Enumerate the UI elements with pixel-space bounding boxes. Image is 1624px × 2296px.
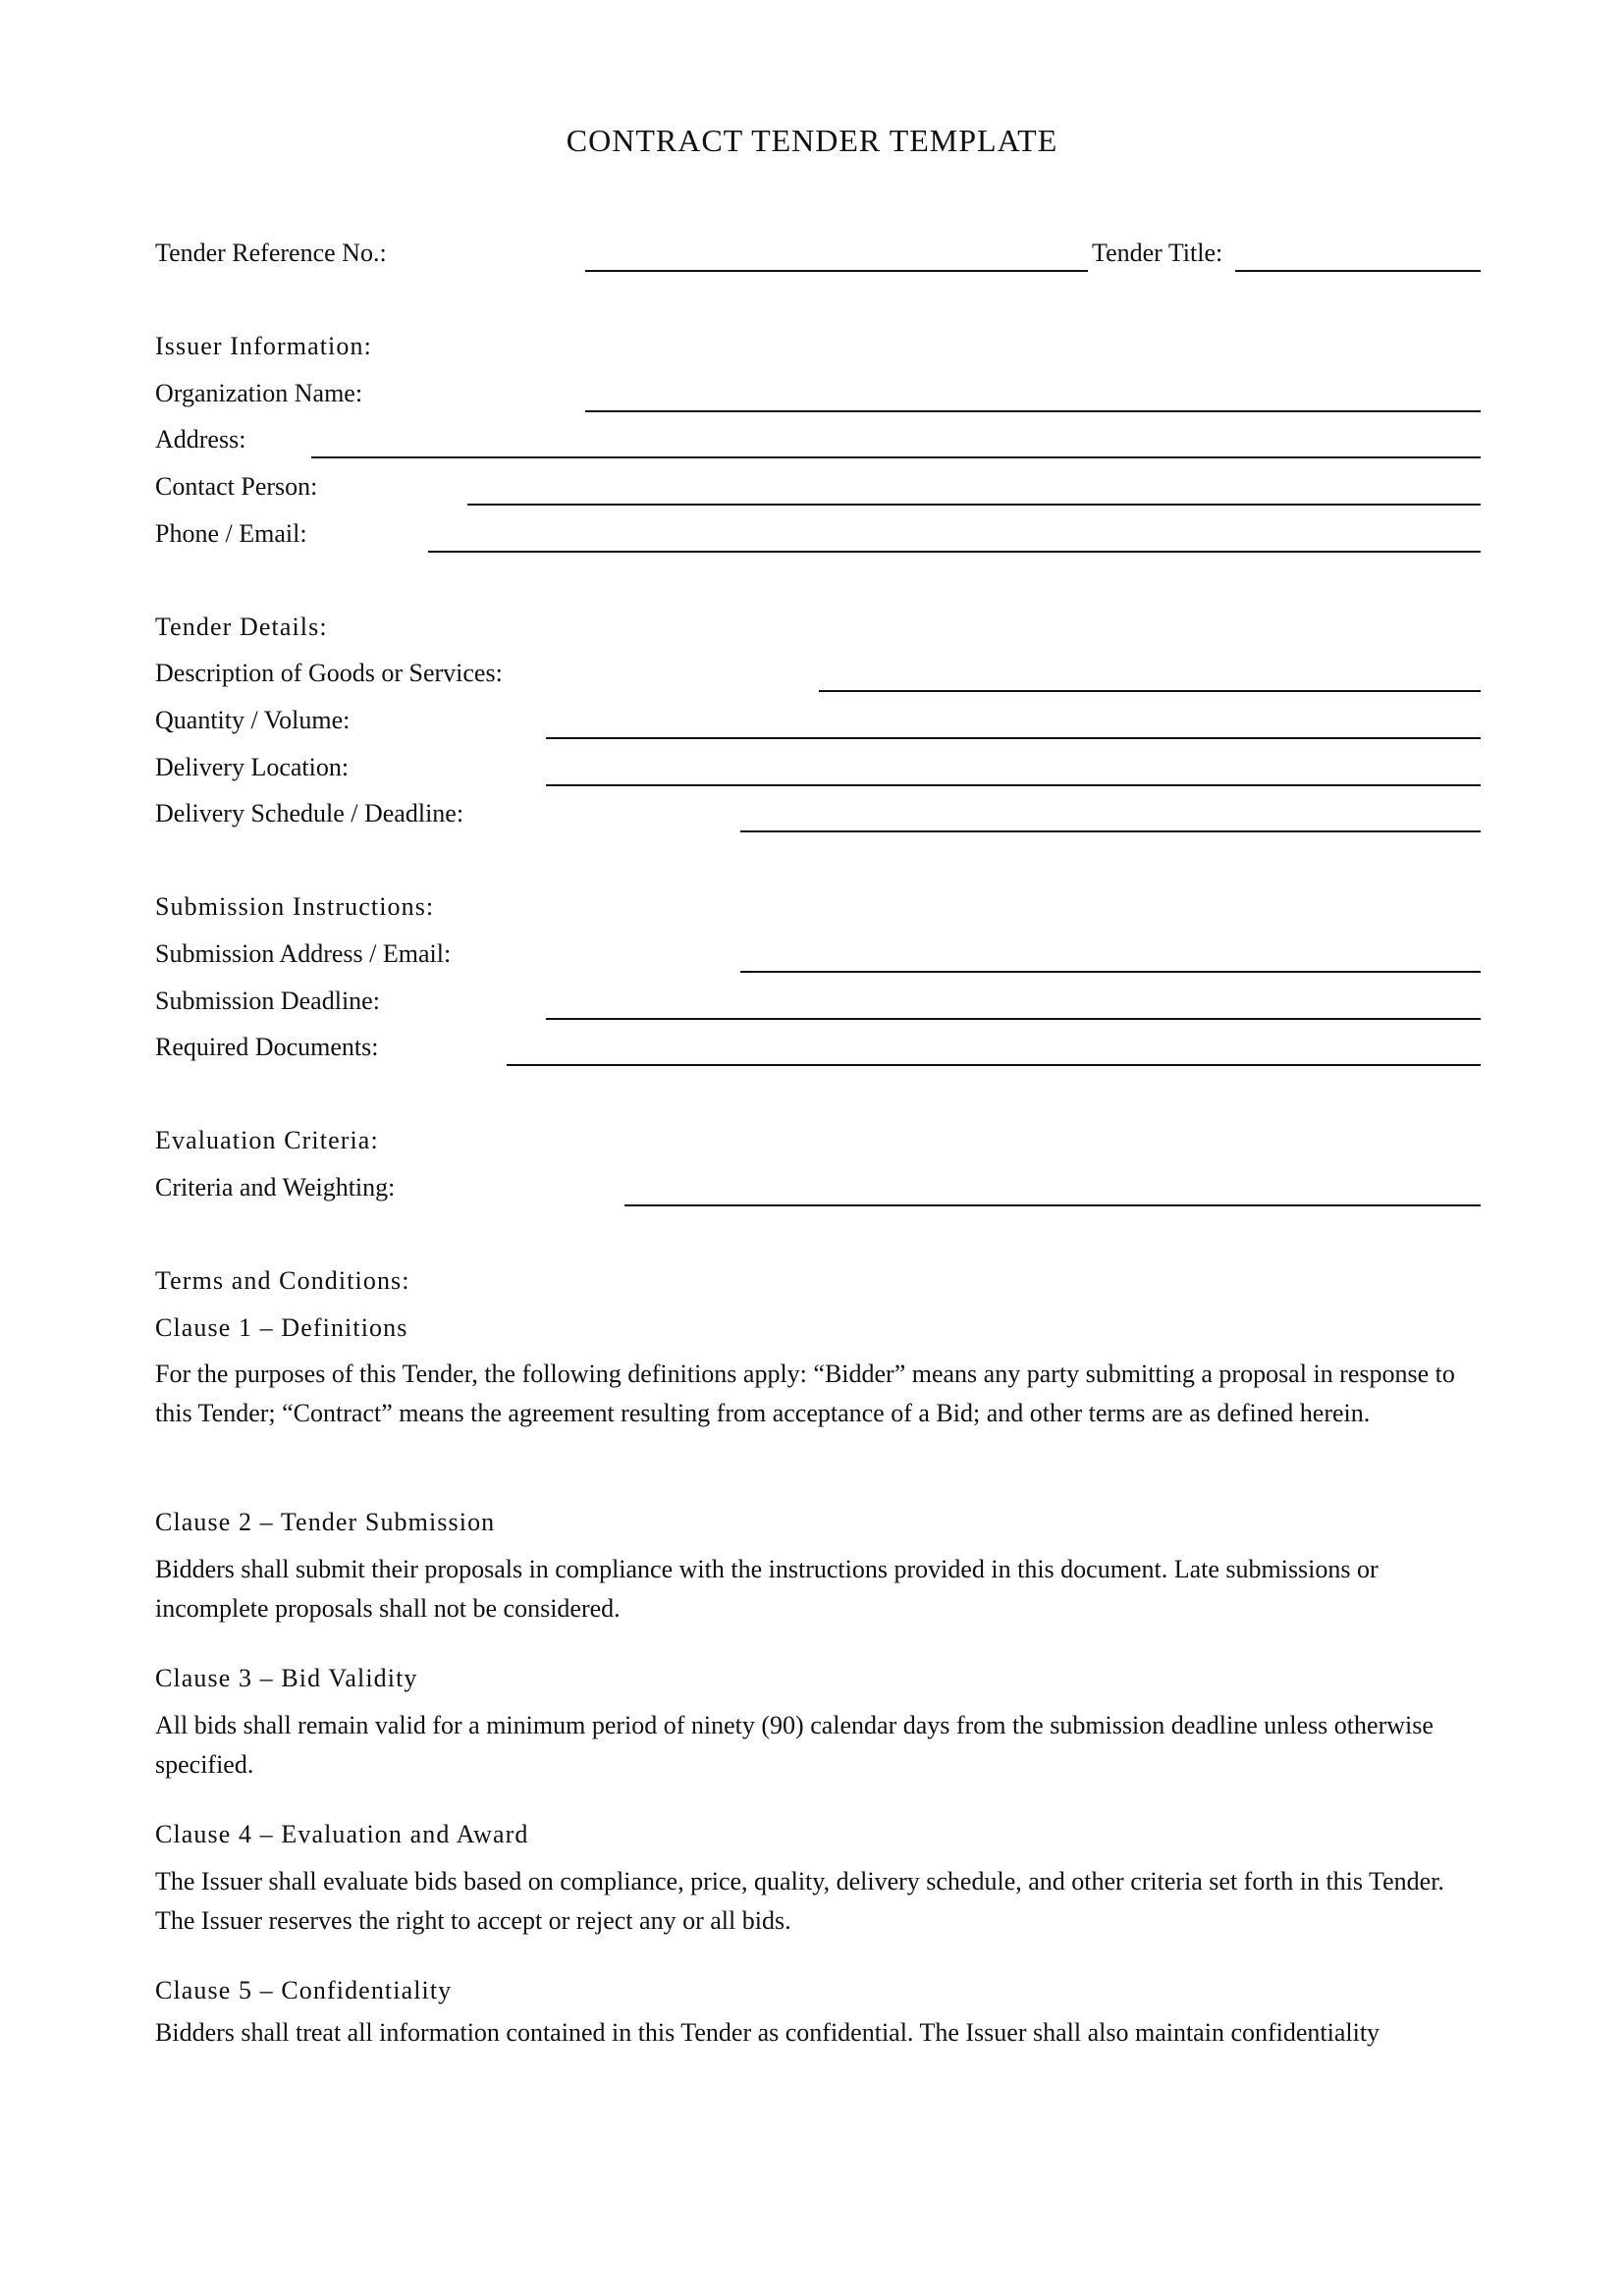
clause-body: All bids shall remain valid for a minimum period of ninety (90) calendar days from the submission deadline unless otherwise specified. bbox=[155, 1711, 1434, 1779]
clause-body: Bidders shall submit their proposals in compliance with the instructions provided in this document. Late submissions or incomplete proposals shall not be considered. bbox=[155, 1555, 1379, 1623]
criteria-label: Criteria and Weighting: bbox=[155, 1173, 396, 1201]
submission-address-label: Submission Address / Email: bbox=[155, 939, 452, 968]
clause-body: Bidders shall treat all information contained in this Tender as confidential. The Issuer shall also maintain confidentiality bbox=[155, 2018, 1380, 2047]
tender-details-heading: Tender Details: bbox=[155, 613, 328, 641]
phone-email-label: Phone / Email: bbox=[155, 519, 307, 548]
terms-heading: Terms and Conditions: bbox=[155, 1266, 410, 1295]
issuer-heading: Issuer Information: bbox=[155, 332, 372, 360]
contact-person-line[interactable] bbox=[467, 504, 1481, 506]
organization-name-line[interactable] bbox=[585, 410, 1481, 412]
description-label: Description of Goods or Services: bbox=[155, 659, 503, 687]
required-documents-label: Required Documents: bbox=[155, 1033, 379, 1061]
evaluation-heading: Evaluation Criteria: bbox=[155, 1126, 379, 1154]
delivery-schedule-line[interactable] bbox=[740, 830, 1481, 832]
address-line[interactable] bbox=[311, 456, 1481, 458]
submission-heading: Submission Instructions: bbox=[155, 892, 435, 921]
clause-title: Clause 1 – Definitions bbox=[155, 1313, 408, 1342]
clause-title: Clause 5 – Confidentiality bbox=[155, 1976, 453, 2004]
clause-title: Clause 2 – Tender Submission bbox=[155, 1508, 496, 1536]
organization-name-label: Organization Name: bbox=[155, 379, 363, 407]
criteria-line[interactable] bbox=[624, 1204, 1481, 1206]
contact-person-label: Contact Person: bbox=[155, 472, 318, 501]
tender-reference-label: Tender Reference No.: bbox=[155, 239, 387, 267]
delivery-schedule-label: Delivery Schedule / Deadline: bbox=[155, 799, 464, 828]
delivery-location-label: Delivery Location: bbox=[155, 753, 350, 781]
quantity-label: Quantity / Volume: bbox=[155, 706, 351, 734]
submission-address-line[interactable] bbox=[740, 971, 1481, 973]
page-title: CONTRACT TENDER TEMPLATE bbox=[566, 123, 1058, 158]
clause-body: The Issuer shall evaluate bids based on compliance, price, quality, delivery schedule, and other criteria set forth in this Tender. The Issuer reserves the right to accept or reject any or all bids. bbox=[155, 1867, 1444, 1935]
address-label: Address: bbox=[155, 425, 246, 454]
clause-title: Clause 3 – Bid Validity bbox=[155, 1664, 418, 1692]
tender-reference-line[interactable] bbox=[585, 270, 1088, 272]
clause-title: Clause 4 – Evaluation and Award bbox=[155, 1820, 529, 1848]
tender-title-label: Tender Title: bbox=[1092, 239, 1223, 267]
phone-email-line[interactable] bbox=[428, 551, 1481, 553]
delivery-location-line[interactable] bbox=[546, 784, 1481, 786]
tender-title-line[interactable] bbox=[1235, 270, 1481, 272]
required-documents-line[interactable] bbox=[507, 1064, 1481, 1066]
clause-body: For the purposes of this Tender, the following definitions apply: “Bidder” means any party submitting a proposal in response to this Tender; “Contract” means the agreement resulting from acceptance of a Bid; and other terms are as defined herein. bbox=[155, 1360, 1455, 1427]
submission-deadline-label: Submission Deadline: bbox=[155, 987, 380, 1015]
submission-deadline-line[interactable] bbox=[546, 1018, 1481, 1020]
quantity-line[interactable] bbox=[546, 737, 1481, 739]
description-line[interactable] bbox=[819, 690, 1481, 692]
